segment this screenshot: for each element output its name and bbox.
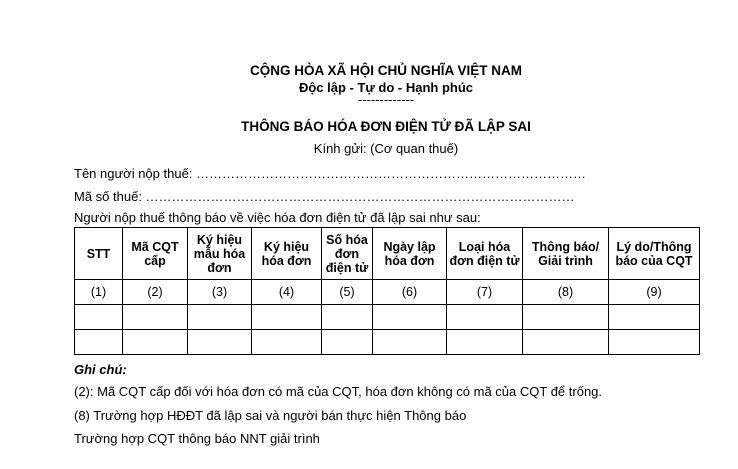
header-invoice-type: Loại hóa đơn điện tử bbox=[447, 228, 523, 280]
taxpayer-name-field: Tên người nộp thuế: ……………………………………………………………………………… bbox=[74, 166, 587, 181]
intro-text: Người nộp thuế thông báo về việc hóa đơn điện tử đã lập sai như sau: bbox=[74, 210, 481, 225]
table-cell[interactable] bbox=[523, 305, 609, 330]
table-header-row bbox=[75, 228, 700, 280]
motto-separator: ------------- bbox=[357, 92, 415, 107]
note-column-2: (2): Mã CQT cấp đối với hóa đơn có mã của CQT, hóa đơn không có mã của CQT để trống. bbox=[74, 384, 603, 399]
table-cell[interactable] bbox=[75, 330, 123, 355]
header-issue-date: Ngày lập hóa đơn bbox=[373, 228, 447, 280]
column-number-row bbox=[75, 280, 700, 305]
table-cell[interactable] bbox=[609, 305, 700, 330]
table-cell[interactable] bbox=[447, 330, 523, 355]
table-cell[interactable] bbox=[373, 305, 447, 330]
column-number: (5) bbox=[322, 280, 373, 305]
table-cell[interactable] bbox=[123, 330, 188, 355]
header-cqt-reason: Lý do/Thông báo của CQT bbox=[609, 228, 700, 280]
column-number: (1) bbox=[75, 280, 123, 305]
table-cell[interactable] bbox=[123, 305, 188, 330]
notes-heading: Ghi chú: bbox=[74, 362, 127, 377]
table-cell[interactable] bbox=[609, 330, 700, 355]
column-number: (2) bbox=[123, 280, 188, 305]
table-cell[interactable] bbox=[252, 330, 322, 355]
document-title: THÔNG BÁO HÓA ĐƠN ĐIỆN TỬ ĐÃ LẬP SAI bbox=[241, 119, 531, 134]
table-row bbox=[75, 305, 700, 330]
column-number: (4) bbox=[252, 280, 322, 305]
tax-code-field: Mã số thuế: ……………………………………………………………………………………… bbox=[74, 189, 575, 204]
column-number: (7) bbox=[447, 280, 523, 305]
national-motto: Độc lập - Tự do - Hạnh phúc bbox=[298, 80, 474, 95]
column-number: (6) bbox=[373, 280, 447, 305]
invoice-error-table bbox=[74, 227, 700, 355]
header-stt: STT bbox=[75, 228, 123, 280]
country-name: CỘNG HÒA XÃ HỘI CHỦ NGHĨA VIỆT NAM bbox=[249, 63, 522, 78]
header-cqt-code: Mã CQT cấp bbox=[123, 228, 188, 280]
column-number: (9) bbox=[609, 280, 700, 305]
table-row bbox=[75, 330, 700, 355]
note-column-8: (8) Trường hợp HĐĐT đã lập sai và người bán thực hiện Thông báo bbox=[74, 408, 467, 423]
table-cell[interactable] bbox=[322, 330, 373, 355]
table-cell[interactable] bbox=[75, 305, 123, 330]
note-cqt-explanation: Trường hợp CQT thông báo NNT giải trình bbox=[74, 431, 320, 446]
table-cell[interactable] bbox=[188, 305, 252, 330]
table-cell[interactable] bbox=[523, 330, 609, 355]
header-invoice-number: Số hóa đơn điện tử bbox=[322, 228, 373, 280]
table-cell[interactable] bbox=[322, 305, 373, 330]
addressee-line: Kính gửi: (Cơ quan thuế) bbox=[313, 141, 459, 156]
table-cell[interactable] bbox=[188, 330, 252, 355]
column-number: (3) bbox=[188, 280, 252, 305]
header-invoice-symbol: Ký hiệu hóa đơn bbox=[252, 228, 322, 280]
table-cell[interactable] bbox=[447, 305, 523, 330]
table-cell[interactable] bbox=[252, 305, 322, 330]
header-form-symbol: Ký hiệu mẫu hóa đơn bbox=[188, 228, 252, 280]
column-number: (8) bbox=[523, 280, 609, 305]
header-notice-explanation: Thông báo/ Giải trình bbox=[523, 228, 609, 280]
table-cell[interactable] bbox=[373, 330, 447, 355]
